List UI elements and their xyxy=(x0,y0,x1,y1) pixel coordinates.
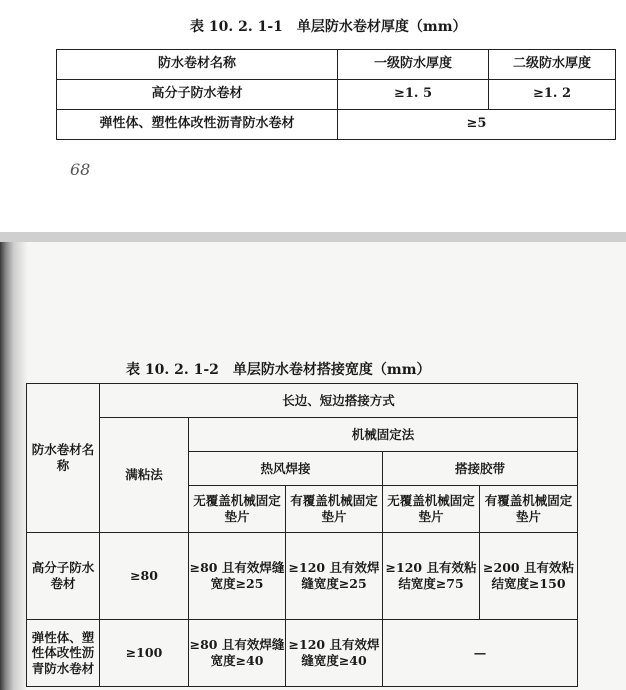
table-row xyxy=(57,80,616,110)
header-hot-air-welding: 热风焊接 xyxy=(189,452,383,486)
table-row xyxy=(57,50,616,80)
material-name: 高分子防水卷材 xyxy=(57,80,338,110)
thickness-table xyxy=(56,49,616,140)
table-row xyxy=(57,110,616,140)
header-mechanical-fixing: 机械固定法 xyxy=(189,418,578,452)
table-row xyxy=(27,418,578,452)
table-row xyxy=(27,533,578,620)
table-row xyxy=(27,620,578,687)
width-value: ≥200 且有效粘结宽度≥150 xyxy=(480,533,578,620)
header-joint-method: 长边、短边搭接方式 xyxy=(100,384,578,418)
material-name: 弹性体、塑性体改性沥青防水卷材 xyxy=(27,620,100,687)
header-uncovered-pad: 无覆盖机械固定垫片 xyxy=(383,486,480,533)
header-level2-thickness: 二级防水厚度 xyxy=(489,50,616,80)
level2-value: ≥1. 2 xyxy=(489,80,616,110)
header-overlap-tape: 搭接胶带 xyxy=(383,452,578,486)
header-uncovered-pad: 无覆盖机械固定垫片 xyxy=(189,486,286,533)
table-row xyxy=(27,384,578,418)
merged-thickness-value: ≥5 xyxy=(338,110,616,140)
width-value: ≥80 且有效焊缝宽度≥40 xyxy=(189,620,286,687)
header-covered-pad: 有覆盖机械固定垫片 xyxy=(286,486,383,533)
book-spine-shadow xyxy=(0,242,28,690)
header-level1-thickness: 一级防水厚度 xyxy=(338,50,489,80)
width-value: ≥120 且有效焊缝宽度≥25 xyxy=(286,533,383,620)
overlap-width-table xyxy=(26,383,578,687)
material-name: 弹性体、塑性体改性沥青防水卷材 xyxy=(57,110,338,140)
page-number: 68 xyxy=(70,160,91,179)
full-adhesion-value: ≥80 xyxy=(100,533,189,620)
material-name: 高分子防水卷材 xyxy=(27,533,100,620)
not-applicable-dash: — xyxy=(383,620,578,687)
width-value: ≥120 且有效焊缝宽度≥40 xyxy=(286,620,383,687)
level1-value: ≥1. 5 xyxy=(338,80,489,110)
full-adhesion-value: ≥100 xyxy=(100,620,189,687)
page-gap xyxy=(0,232,626,242)
header-covered-pad: 有覆盖机械固定垫片 xyxy=(480,486,578,533)
width-value: ≥80 且有效焊缝宽度≥25 xyxy=(189,533,286,620)
header-material-name: 防水卷材名称 xyxy=(57,50,338,80)
table1-caption: 表 10. 2. 1-1 单层防水卷材厚度（mm） xyxy=(190,19,467,35)
table2-caption: 表 10. 2. 1-2 单层防水卷材搭接宽度（mm） xyxy=(126,362,431,378)
width-value: ≥120 且有效粘结宽度≥75 xyxy=(383,533,480,620)
header-material-name: 防水卷材名称 xyxy=(27,384,100,533)
header-full-adhesion: 满粘法 xyxy=(100,418,189,533)
